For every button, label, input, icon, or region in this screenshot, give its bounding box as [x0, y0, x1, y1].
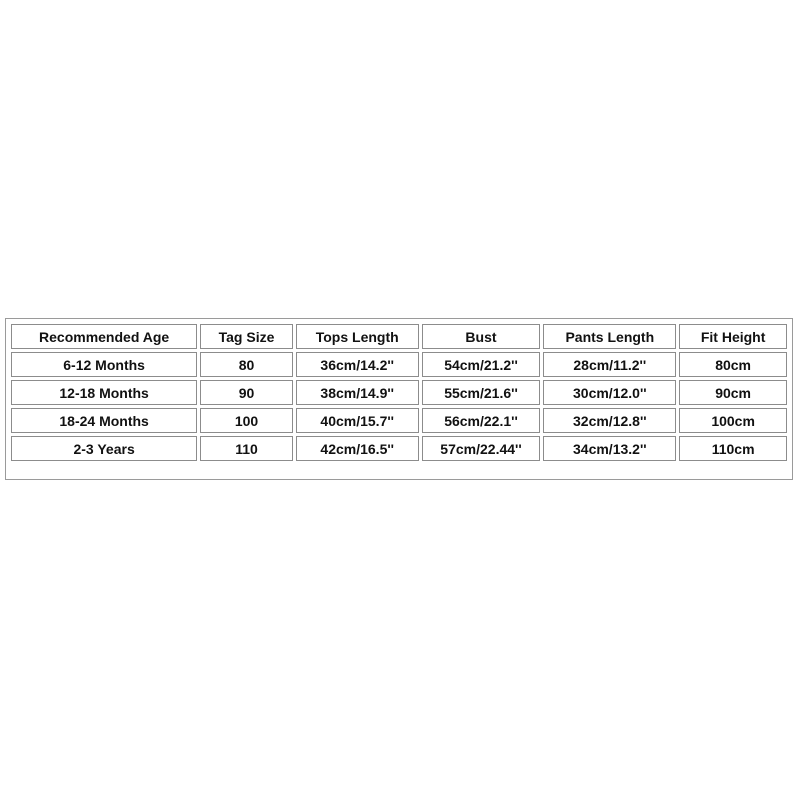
- header-tag-size: Tag Size: [200, 324, 293, 349]
- cell-bust: 55cm/21.6'': [422, 380, 541, 405]
- cell-tag-size: 80: [200, 352, 293, 377]
- cell-pants-length: 30cm/12.0'': [543, 380, 676, 405]
- cell-tops-length: 42cm/16.5'': [296, 436, 419, 461]
- cell-fit-height: 90cm: [679, 380, 787, 405]
- table-row: [11, 352, 787, 377]
- cell-tops-length: 36cm/14.2'': [296, 352, 419, 377]
- cell-bust: 57cm/22.44'': [422, 436, 541, 461]
- cell-tops-length: 40cm/15.7'': [296, 408, 419, 433]
- cell-recommended-age: 12-18 Months: [11, 380, 197, 405]
- cell-tag-size: 90: [200, 380, 293, 405]
- header-bust: Bust: [422, 324, 541, 349]
- cell-tag-size: 100: [200, 408, 293, 433]
- cell-pants-length: 32cm/12.8'': [543, 408, 676, 433]
- cell-fit-height: 110cm: [679, 436, 787, 461]
- size-chart: [5, 318, 793, 480]
- header-tops-length: Tops Length: [296, 324, 419, 349]
- cell-bust: 54cm/21.2'': [422, 352, 541, 377]
- header-recommended-age: Recommended Age: [11, 324, 197, 349]
- cell-recommended-age: 18-24 Months: [11, 408, 197, 433]
- cell-tops-length: 38cm/14.9'': [296, 380, 419, 405]
- cell-pants-length: 34cm/13.2'': [543, 436, 676, 461]
- cell-recommended-age: 6-12 Months: [11, 352, 197, 377]
- cell-tag-size: 110: [200, 436, 293, 461]
- cell-bust: 56cm/22.1'': [422, 408, 541, 433]
- size-chart-table: [8, 321, 790, 464]
- cell-fit-height: 100cm: [679, 408, 787, 433]
- table-row: [11, 380, 787, 405]
- table-row: [11, 436, 787, 461]
- header-pants-length: Pants Length: [543, 324, 676, 349]
- cell-recommended-age: 2-3 Years: [11, 436, 197, 461]
- table-row: [11, 408, 787, 433]
- cell-fit-height: 80cm: [679, 352, 787, 377]
- cell-pants-length: 28cm/11.2'': [543, 352, 676, 377]
- table-header-row: [11, 324, 787, 349]
- header-fit-height: Fit Height: [679, 324, 787, 349]
